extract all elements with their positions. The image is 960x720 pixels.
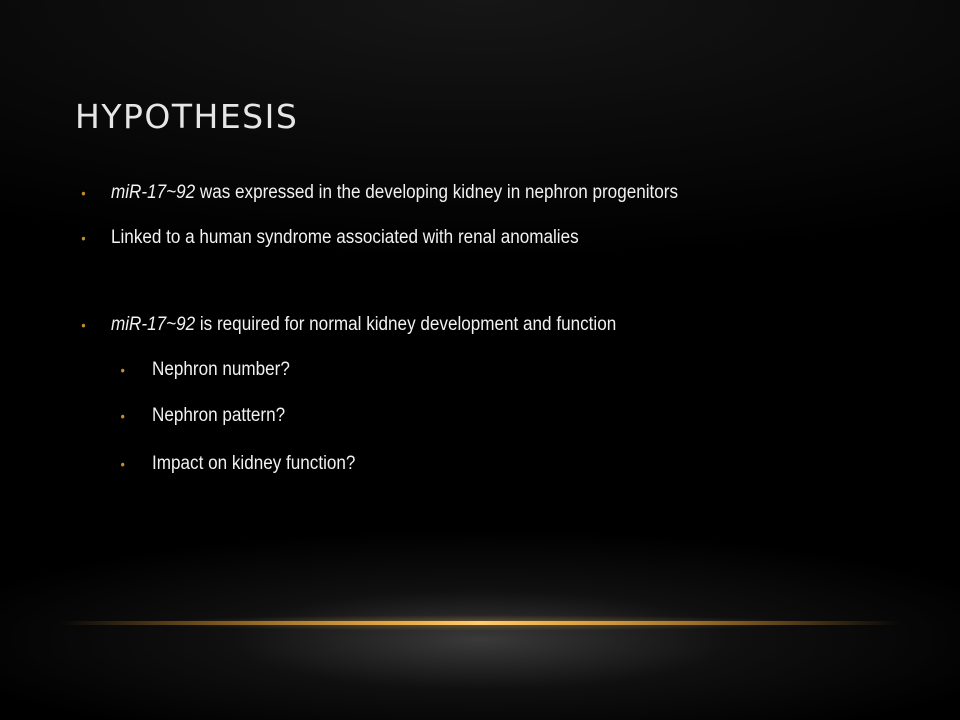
bullet-item-3 — [81, 313, 617, 337]
sub-bullet-item-2 — [120, 404, 286, 428]
sub-bullet-dot-icon: • — [120, 408, 125, 424]
bullet-text: is required for normal kidney development and function — [195, 314, 617, 335]
bullet-item-1 — [81, 181, 679, 205]
bullet-text: was expressed in the developing kidney in nephron progenitors — [195, 182, 679, 203]
bullet-dot-icon: • — [81, 230, 86, 246]
sub-bullet-item-3 — [120, 452, 356, 476]
bullet-text: Linked to a human syndrome associated with renal anomalies — [111, 227, 579, 248]
sub-bullet-item-1 — [120, 358, 290, 382]
gene-name: miR-17~92 — [111, 314, 196, 335]
bullet-dot-icon: • — [81, 185, 86, 201]
gene-name: miR-17~92 — [111, 182, 196, 203]
sub-bullet-dot-icon: • — [120, 456, 125, 472]
bullet-dot-icon: • — [81, 317, 86, 333]
slide-title: HYPOTHESIS — [75, 97, 299, 136]
decorative-glow-line — [60, 621, 900, 625]
sub-bullet-text: Nephron pattern? — [152, 405, 286, 426]
sub-bullet-text: Impact on kidney function? — [152, 453, 356, 474]
sub-bullet-dot-icon: • — [120, 362, 125, 378]
sub-bullet-text: Nephron number? — [152, 359, 290, 380]
bullet-item-2 — [81, 226, 579, 250]
